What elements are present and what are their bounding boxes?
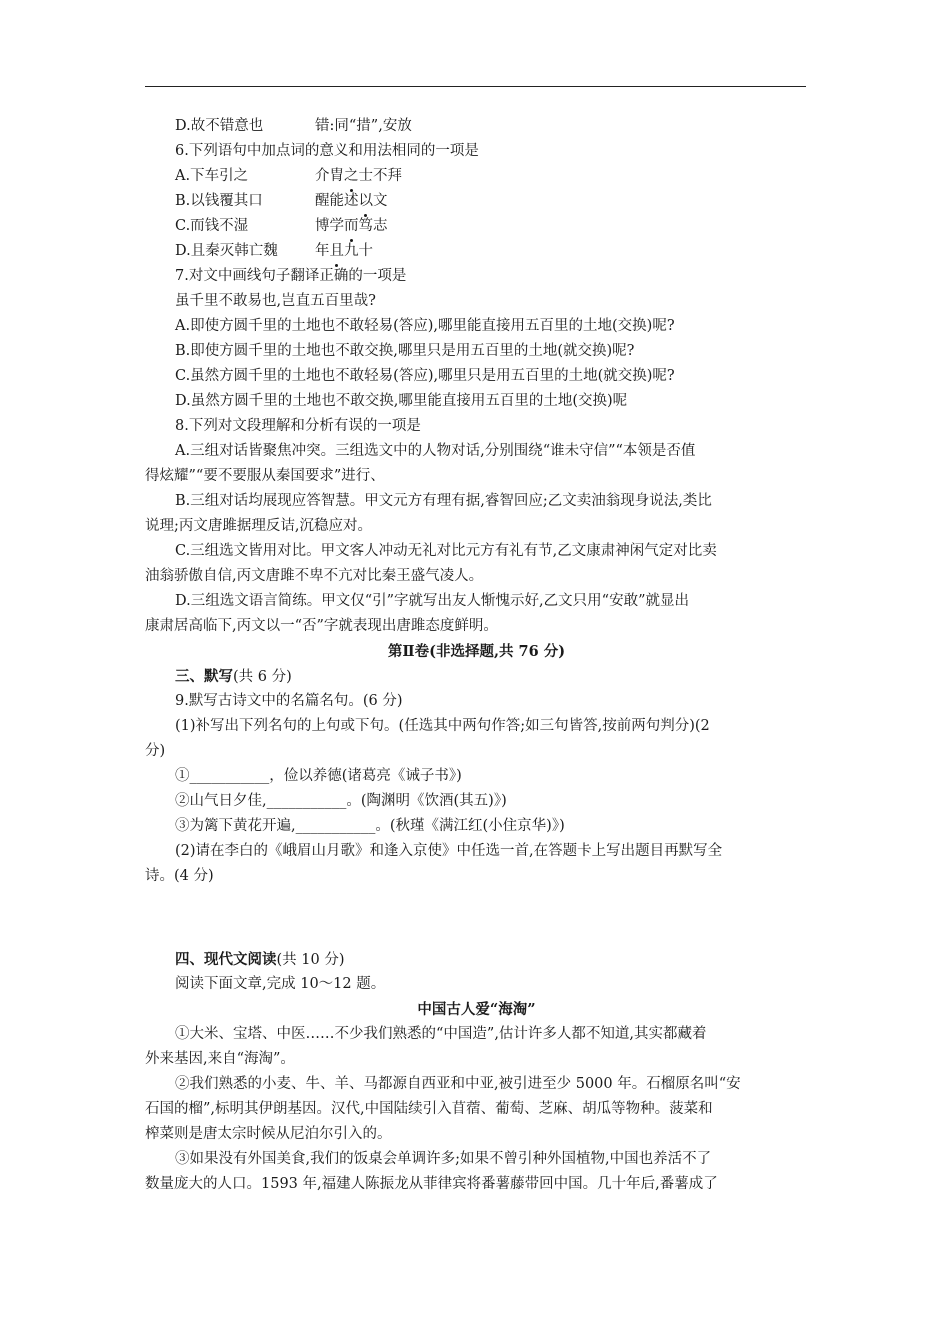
q6-option-d: D.且秦灭韩亡魏 年且九十 [145,239,808,264]
dotted-char: 而 [344,214,359,239]
q8-option-d-line2: 康肃居高临下,丙文以一“否”字就表现出唐雎态度鲜明。 [145,618,498,634]
q9-blank-3: ③为篱下黄花开遍,___________。(秋瑾《满江红(小住京华)》) [175,818,565,834]
q6-option-b: B.以钱覆其口 醒能述以文 [145,189,808,214]
spacer [145,889,808,947]
q8-option-c-line1: C.三组选文皆用对比。甲文客人冲动无礼对比元方有礼有节,乙文康肃神闲气定对比卖 [175,543,717,559]
q6-option-c: C.而钱不湿 博学而笃志 [145,214,808,239]
q9-stem: 9.默写古诗文中的名篇名句。(6 分) [175,693,403,709]
q9-blank-2: ②山气日夕佳,___________。(陶渊明《饮酒(其五)》) [175,793,507,809]
q8-stem: 8.下列对文段理解和分析有误的一项是 [175,418,421,434]
q8-option-b-line1: B.三组对话均展现应答智慧。甲文元方有理有据,睿智回应;乙文卖油翁现身说法,类比 [175,493,712,509]
header-rule [145,86,806,87]
q8-option-a-line1: A.三组对话皆聚焦冲突。三组选文中的人物对话,分别围绕“谁未守信”“本领是否值 [175,443,696,459]
article-p2-line1: ②我们熟悉的小麦、牛、羊、马都源自西亚和中亚,被引进至少 5000 年。石榴原名叫“安 [175,1076,741,1092]
article-p2-line3: 榨菜则是唐太宗时候从尼泊尔引入的。 [145,1126,392,1142]
q9-sub1-line1: (1)补写出下列名句的上句或下句。(任选其中两句作答;如三句皆答,按前两句判分)(2 [175,718,710,734]
part2-title: 第Ⅱ卷(非选择题,共 76 分) [387,643,566,660]
dotted-char: 之 [344,164,359,189]
q7-option-c: C.虽然方圆千里的土地也不敢轻易(答应),哪里只是用五百里的土地(就交换)呢? [175,368,675,384]
dotted-char: 且 [330,239,345,264]
q6-option-a: A.下车引之 介胄之士不拜 [145,164,808,189]
article-p1-line2: 外来基因,来自“海淘”。 [145,1051,295,1067]
q5-option-d: D.故不错意也 错:同“措”,安放 [175,118,412,134]
q9-sub2-line2: 诗。(4 分) [145,868,214,884]
q7-sentence: 虽千里不敢易也,岂直五百里哉? [175,293,376,309]
q6-stem: 6.下列语句中加点词的意义和用法相同的一项是 [175,143,479,159]
exam-page [145,114,808,1197]
section3-heading: 三、默写(共 6 分) [175,668,292,685]
q8-option-c-line2: 油翁骄傲自信,丙文唐雎不卑不亢对比秦王盛气凌人。 [145,568,484,584]
article-p2-line2: 石国的榴”,标明其伊朗基因。汉代,中国陆续引入苜蓿、葡萄、芝麻、胡瓜等物种。菠菜和 [145,1101,713,1117]
dotted-char: 以 [359,189,374,214]
q7-stem: 7.对文中画线句子翻译正确的一项是 [175,268,407,284]
article-title: 中国古人爱“海淘” [417,1001,536,1018]
q9-sub2-line1: (2)请在李白的《峨眉山月歌》和逢入京使》中任选一首,在答题卡上写出题目再默写全 [175,843,723,859]
reading-intro: 阅读下面文章,完成 10～12 题。 [175,976,386,992]
q7-option-b: B.即使方圆千里的土地也不敢交换,哪里只是用五百里的土地(就交换)呢? [175,343,635,359]
q7-option-d: D.虽然方圆千里的土地也不敢交换,哪里能直接用五百里的土地(交换)呢 [175,393,628,409]
q8-option-d-line1: D.三组选文语言简练。甲文仅“引”字就写出友人惭愧示好,乙文只用“安敢”就显出 [175,593,689,609]
article-p1-line1: ①大米、宝塔、中医……不少我们熟悉的“中国造”,估计许多人都不知道,其实都藏着 [175,1026,707,1042]
q7-option-a: A.即使方圆千里的土地也不敢轻易(答应),哪里能直接用五百里的土地(交换)呢? [175,318,675,334]
q9-sub1-line2: 分) [145,743,166,759]
section4-heading: 四、现代文阅读(共 10 分) [175,951,345,968]
q8-option-a-line2: 得炫耀”“要不要服从秦国要求”进行、 [145,468,385,484]
q9-blank-1: ①___________，俭以养德(诸葛亮《诫子书》) [175,768,462,784]
article-p3-line1: ③如果没有外国美食,我们的饭桌会单调许多;如果不曾引种外国植物,中国也养活不了 [175,1151,712,1167]
article-p3-line2: 数量庞大的人口。1593 年,福建人陈振龙从菲律宾将番薯藤带回中国。几十年后,番薯成了 [145,1176,718,1192]
q8-option-b-line2: 说理;丙文唐雎据理反诘,沉稳应对。 [145,518,372,534]
